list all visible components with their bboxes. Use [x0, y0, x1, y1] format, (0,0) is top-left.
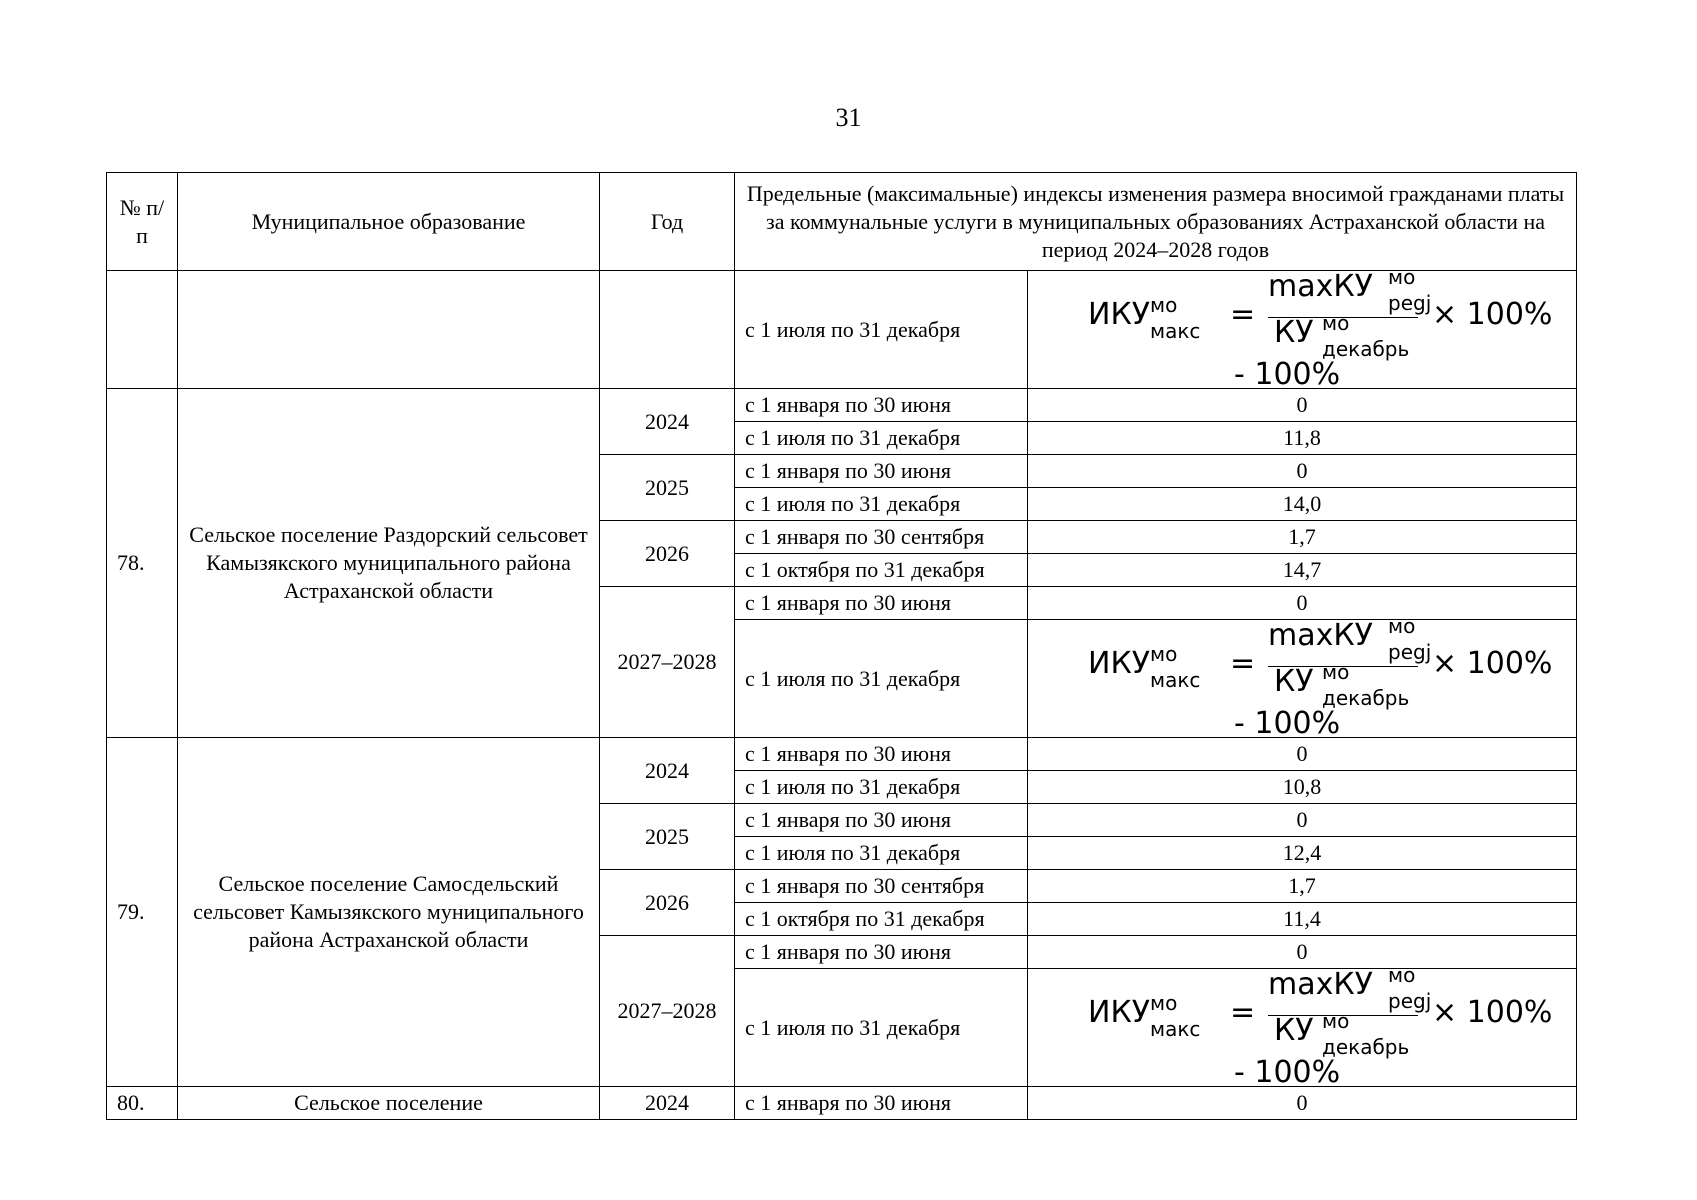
- cell-period: с 1 июля по 31 декабря: [735, 620, 1028, 738]
- formula-multiplier: × 100%: [1432, 646, 1553, 681]
- cell-period: с 1 января по 30 июня: [735, 936, 1028, 969]
- cell-period: с 1 января по 30 июня: [735, 738, 1028, 771]
- cell-formula: [1028, 963, 1577, 1090]
- formula-equals: =: [1230, 646, 1256, 681]
- table-header-row: [107, 173, 1577, 271]
- table-row: [107, 738, 1577, 771]
- formula-equals: =: [1230, 297, 1256, 332]
- cell-num: [107, 271, 178, 389]
- cell-value: 0: [1028, 738, 1577, 771]
- formula-numerator: maxКУ мо pegj: [1268, 614, 1432, 664]
- formula-lhs: ИКУ мо макс: [1088, 293, 1201, 343]
- formula: [1028, 265, 1576, 392]
- cell-year: 2024: [600, 1087, 735, 1120]
- formula-lhs: ИКУ мо макс: [1088, 642, 1201, 692]
- table-row: [107, 271, 1577, 389]
- formula-minus: - 100%: [1234, 357, 1341, 392]
- cell-period: с 1 января по 30 июня: [735, 389, 1028, 422]
- formula-denominator: КУ мо декабрь: [1274, 1009, 1410, 1059]
- cell-name: [178, 271, 600, 389]
- cell-year: 2024: [600, 389, 735, 455]
- cell-period: с 1 октября по 31 декабря: [735, 554, 1028, 587]
- formula-lhs: ИКУ мо макс: [1088, 991, 1201, 1041]
- cell-year: 2025: [600, 804, 735, 870]
- header-num: № п/п: [107, 173, 178, 271]
- cell-period: с 1 января по 30 июня: [735, 587, 1028, 620]
- formula-multiplier: × 100%: [1432, 297, 1553, 332]
- cell-value: 11,8: [1028, 422, 1577, 455]
- cell-formula: [1028, 614, 1577, 741]
- cell-year: 2027–2028: [600, 936, 735, 1087]
- cell-num: 80.: [107, 1087, 178, 1120]
- cell-formula: [1028, 265, 1577, 392]
- formula-numerator: maxКУ мо pegj: [1268, 963, 1432, 1013]
- formula-denominator: КУ мо декабрь: [1274, 660, 1410, 710]
- formula-numerator: maxКУ мо pegj: [1268, 265, 1432, 315]
- header-index: Предельные (максимальные) индексы изменения размера вносимой гражданами платы за коммунальные услуги в муниципальных образованиях Астраханской области на период 2024–2028 годов: [735, 173, 1577, 271]
- cell-value: 14,0: [1028, 488, 1577, 521]
- cell-name: Сельское поселение: [178, 1087, 600, 1120]
- cell-value: 1,7: [1028, 521, 1577, 554]
- header-municipality: Муниципальное образование: [178, 173, 600, 271]
- cell-value: 0: [1028, 587, 1577, 620]
- table-row: [107, 389, 1577, 422]
- cell-value: 11,4: [1028, 903, 1577, 936]
- cell-name: Сельское поселение Самосдельский сельсовет Камызякского муниципального района Астраханской области: [178, 738, 600, 1087]
- cell-period: с 1 января по 30 июня: [735, 1087, 1028, 1120]
- cell-name: Сельское поселение Раздорский сельсовет Камызякского муниципального района Астраханской области: [178, 389, 600, 738]
- cell-year: 2027–2028: [600, 587, 735, 738]
- cell-period: с 1 января по 30 июня: [735, 804, 1028, 837]
- formula-minus: - 100%: [1234, 1055, 1341, 1090]
- cell-value: 10,8: [1028, 771, 1577, 804]
- cell-period: с 1 июля по 31 декабря: [735, 969, 1028, 1087]
- cell-value: 0: [1028, 455, 1577, 488]
- cell-period: с 1 января по 30 сентября: [735, 870, 1028, 903]
- formula-minus: - 100%: [1234, 706, 1341, 741]
- tariff-index-table: [106, 172, 1577, 1120]
- cell-period: с 1 июля по 31 декабря: [735, 271, 1028, 389]
- cell-period: с 1 января по 30 июня: [735, 455, 1028, 488]
- cell-period: с 1 июля по 31 декабря: [735, 837, 1028, 870]
- cell-value: 1,7: [1028, 870, 1577, 903]
- formula: [1028, 614, 1576, 741]
- table-row: [107, 1087, 1577, 1120]
- cell-value: 14,7: [1028, 554, 1577, 587]
- header-year: Год: [600, 173, 735, 271]
- formula-denominator: КУ мо декабрь: [1274, 311, 1410, 361]
- cell-value: 12,4: [1028, 837, 1577, 870]
- cell-value: 0: [1028, 389, 1577, 422]
- cell-year: 2025: [600, 455, 735, 521]
- cell-value: 0: [1028, 936, 1577, 969]
- cell-year: 2026: [600, 870, 735, 936]
- cell-value: 0: [1028, 1087, 1577, 1120]
- cell-num: 78.: [107, 389, 178, 738]
- cell-value: 0: [1028, 804, 1577, 837]
- formula: [1028, 963, 1576, 1090]
- formula-equals: =: [1230, 995, 1256, 1030]
- formula-multiplier: × 100%: [1432, 995, 1553, 1030]
- cell-period: с 1 июля по 31 декабря: [735, 422, 1028, 455]
- cell-year: 2026: [600, 521, 735, 587]
- cell-period: с 1 октября по 31 декабря: [735, 903, 1028, 936]
- cell-period: с 1 января по 30 сентября: [735, 521, 1028, 554]
- cell-year: [600, 271, 735, 389]
- cell-period: с 1 июля по 31 декабря: [735, 488, 1028, 521]
- cell-year: 2024: [600, 738, 735, 804]
- cell-period: с 1 июля по 31 декабря: [735, 771, 1028, 804]
- page-number: 31: [835, 103, 862, 132]
- cell-num: 79.: [107, 738, 178, 1087]
